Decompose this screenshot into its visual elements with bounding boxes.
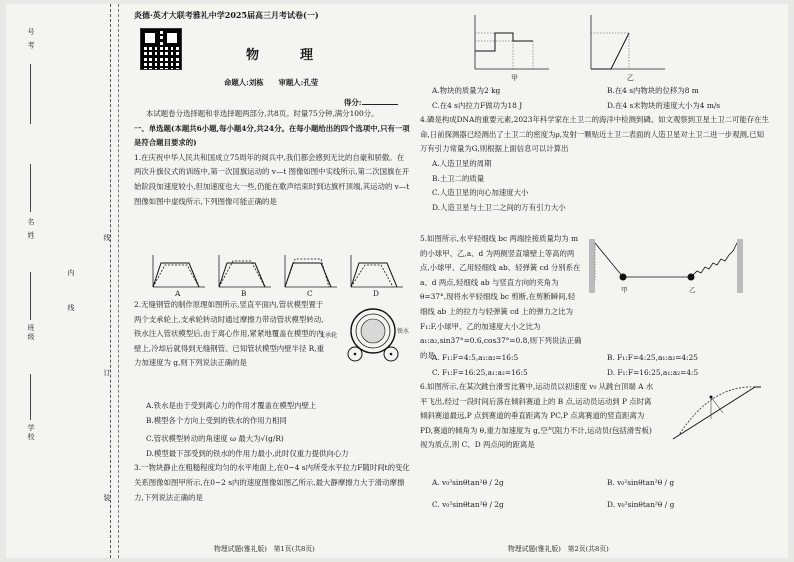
qr-code-icon bbox=[140, 28, 182, 70]
q5-figure bbox=[586, 236, 748, 298]
q1-graph-a bbox=[153, 255, 205, 287]
footer-left: 物理试题(雅礼版) 第1页(共8页) bbox=[214, 545, 315, 553]
q1-text: 1.在庆祝中华人民共和国成立75周年的阅兵中,我们都会感到无比的自豪和骄傲。在两次升旗仪式的训练中,第一次国旗运动的 v—t 图像如图中实线所示,第二次国旗在开始阶段加速度较小,但加速度也大一些,仍能在歌声结束时到达旗杆顶端,其运动的 v—t 图像如图中虚线所示,下列图像可能正确的是 bbox=[134, 152, 410, 206]
binding-dashed-line bbox=[110, 4, 111, 558]
q6-options-row1 bbox=[420, 476, 770, 498]
binding-label-xian2: 线 bbox=[67, 304, 75, 313]
q2-text: 2.无缝钢管的制作原理如图所示,竖直平面内,管状模型置于两个支承轮上,支承轮转动时通过摩擦力带动管状模型转动,铁水注入管状模型后,由于离心作用,紧紧地覆盖在模型的内壁上,冷却后就得到无缝钢管。已知管状模型内壁半径 R,重力加速度为 g,则下列说法正确的是 bbox=[134, 300, 324, 368]
q4-option-a[interactable]: A.人造卫星的周期 bbox=[432, 158, 492, 168]
q3-figures bbox=[460, 8, 682, 84]
left-body bbox=[134, 107, 410, 209]
q3-options-row2 bbox=[420, 99, 770, 114]
q1-graph-b bbox=[219, 255, 271, 287]
footer-right: 物理试题(雅礼版) 第2页(共8页) bbox=[508, 545, 609, 553]
q1-option-d[interactable]: D bbox=[373, 289, 379, 298]
q3-graph-force bbox=[475, 15, 549, 69]
q6-option-a[interactable]: A. v₀²sinθtan²θ / 2g bbox=[432, 478, 504, 487]
setter: 命题人:刘栋 bbox=[224, 78, 264, 87]
q3-options-row1 bbox=[420, 84, 770, 99]
q1-graph-d bbox=[351, 255, 403, 287]
reviewer: 审题人:孔莹 bbox=[278, 78, 319, 87]
q6-block bbox=[420, 380, 656, 453]
binding-field-class bbox=[30, 272, 31, 320]
subject-title: 物 理 bbox=[246, 48, 328, 63]
q6-text: 6.如图所示,在某次跳台滑雪比赛中,运动员以初速度 v₀ 从跳台顶端 A 水平飞出,经过一段时间后落在倾斜赛道上的 B 点,运动员运动到 P 点时离倾斜赛道最远,P 点到赛道的垂直距离为 PC,P 点离赛道的竖直距离为 PD,赛道的倾角为 θ,重力加速度为 g,空气阻力不计,运动员(包括滑雪板)视为质点,则 C、D 两点间的距离是 bbox=[420, 382, 654, 450]
q1-graphs bbox=[148, 252, 412, 300]
authors bbox=[224, 76, 318, 91]
q5-options-row2 bbox=[420, 366, 770, 381]
binding-dashed-line-inner bbox=[118, 4, 119, 558]
q6-options-row2 bbox=[420, 498, 770, 520]
q6-option-d[interactable]: D. v₀²sinθtan²θ / g bbox=[607, 500, 675, 509]
q5-option-b[interactable]: B. F₁:F=4:25,a₁:a₂=4:25 bbox=[607, 353, 698, 362]
q3-option-c[interactable]: C.在4 s内拉力F做功为18 J bbox=[432, 100, 523, 110]
score-label: 得分: bbox=[344, 98, 362, 107]
q2-option-a[interactable]: A.铁水是由于受到离心力的作用才覆盖在模型内壁上 bbox=[146, 401, 317, 410]
intro-text: 本试题卷分选择题和非选择题两部分,共8页。时量75分钟,满分100分。 bbox=[146, 109, 379, 118]
binding-label-name: 名 姓 bbox=[27, 218, 35, 241]
q5-label-jia: 甲 bbox=[621, 286, 628, 294]
q5-option-d[interactable]: D. F₁:F=16:25,a₁:a₂=4:5 bbox=[607, 367, 699, 377]
exam-sheet bbox=[6, 4, 788, 558]
q2-option-b[interactable]: B.模型各个方向上受到的铁水的作用力相同 bbox=[146, 415, 287, 425]
binding-label-kaohao: 号 考 bbox=[27, 28, 35, 51]
q2-option-c[interactable]: C.管状模型转动的角速度 ω 最大为√(g/R) bbox=[146, 434, 284, 444]
q6-option-b[interactable]: B. v₀²sinθtan²θ / g bbox=[607, 478, 675, 487]
binding-label-school: 学校 bbox=[27, 424, 35, 442]
q4-text: 4.磷是构成DNA的重要元素,2023年科学家在土卫二的海洋中检测到磷。如文观察到卫星土卫二可能存在生命,日前探测器已经测出了土卫二的密度为ρ,发射一颗贴近土卫二表面的人造卫星对土卫二进一步观测,已知万有引力常量为G,则根据上面信息可以计算出 bbox=[420, 115, 769, 154]
q5-option-c[interactable]: C. F₁:F=16:25,a₁:a₂=16:5 bbox=[432, 367, 528, 377]
q2-block bbox=[134, 298, 324, 371]
q6-options bbox=[420, 476, 770, 520]
q3-label-yi: 乙 bbox=[627, 74, 634, 82]
q5-option-a[interactable]: A. F₁:F=4:5,a₁:a₂=16:5 bbox=[432, 353, 519, 362]
q2-option-d[interactable]: D.模型最下部受到的铁水的作用力最小,此时仅重力提供向心力 bbox=[146, 448, 349, 458]
binding-field-kaohao bbox=[30, 64, 31, 124]
q5-options-row1 bbox=[420, 351, 770, 366]
q6-figure bbox=[670, 380, 764, 446]
q3-option-a[interactable]: A.物块的质量为2 kg bbox=[432, 86, 501, 95]
q3-option-d[interactable]: D.在4 s末物块的速度大小为4 m/s bbox=[607, 100, 721, 110]
q4-option-b[interactable]: B.土卫二的质量 bbox=[432, 173, 485, 183]
q1-option-a[interactable]: A bbox=[175, 289, 181, 298]
score-blank[interactable] bbox=[362, 104, 398, 105]
binding-field-name bbox=[30, 164, 31, 212]
q3-graph-velocity bbox=[591, 15, 665, 69]
binding-label-xian1: 线 bbox=[103, 234, 111, 243]
q5-label-yi: 乙 bbox=[689, 286, 696, 294]
q2-label-roller: 支承轮 bbox=[319, 332, 338, 339]
q3-text: 3.一物块静止在粗糙程度均匀的水平地面上,在0~4 s内所受水平拉力F随时间t的变化关系图像如图甲所示,在0~2 s内的速度图像如图乙所示,最大静摩擦力大于滑动摩擦力,下列说法正确的是 bbox=[134, 463, 410, 502]
q2-options bbox=[134, 399, 410, 505]
q3-label-jia: 甲 bbox=[511, 74, 518, 82]
section-heading: 一、单选题(本题共6小题,每小题4分,共24分。在每小题给出的四个选项中,只有一项是符合题目要求的) bbox=[134, 123, 410, 148]
q5-text: 5.如图所示,水平轻细线 bc 两端拴接质量均为 m 的小球甲、乙,a、d 为两侧竖直墙壁上等高的两点,小球甲、乙用轻细线 ab、轻弹簧 cd 分别系在 a、d 两点,轻细线 ab 与竖直方向的夹角为 θ=37°,现将水平轻细线 bc 剪断,在剪断瞬间,轻细线 ab 上的拉力与轻弹簧 cd 上的弹力之比为 F₁:F,小球甲、乙的加速度大小之比为 a₁:a₂,sin37°=0.6,cos37°=0.8,则下列说法正确的是 bbox=[420, 234, 582, 360]
binding-field-school bbox=[30, 374, 31, 420]
q2-figure bbox=[319, 304, 412, 366]
q1-option-b[interactable]: B bbox=[241, 289, 247, 298]
q2-label-iron: 铁水 bbox=[397, 328, 410, 335]
binding-label-nei: 内 bbox=[67, 269, 75, 278]
left-column bbox=[134, 8, 410, 553]
q3-option-b[interactable]: B.在4 s内物块的位移为8 m bbox=[607, 86, 699, 95]
q4-option-c[interactable]: C.人造卫星的向心加速度大小 bbox=[432, 188, 529, 198]
q6-option-c[interactable]: C. v₀²sinθtan²θ / 2g bbox=[432, 500, 504, 509]
binding-margin bbox=[6, 4, 128, 558]
exam-title: 炎德·英才大联考雅礼中学2025届高三月考试卷(一) bbox=[134, 10, 319, 20]
q5-options bbox=[420, 351, 770, 380]
q4-option-d[interactable]: D.人造卫星与土卫二之间的万有引力大小 bbox=[432, 202, 566, 212]
binding-label-zhuang: 装 bbox=[103, 494, 111, 503]
binding-label-ding: 订 bbox=[103, 369, 111, 378]
q1-option-c[interactable]: C bbox=[307, 289, 313, 298]
right-body-top bbox=[420, 84, 770, 215]
q1-graph-c bbox=[285, 255, 337, 287]
binding-label-class: 班级 bbox=[27, 324, 35, 342]
